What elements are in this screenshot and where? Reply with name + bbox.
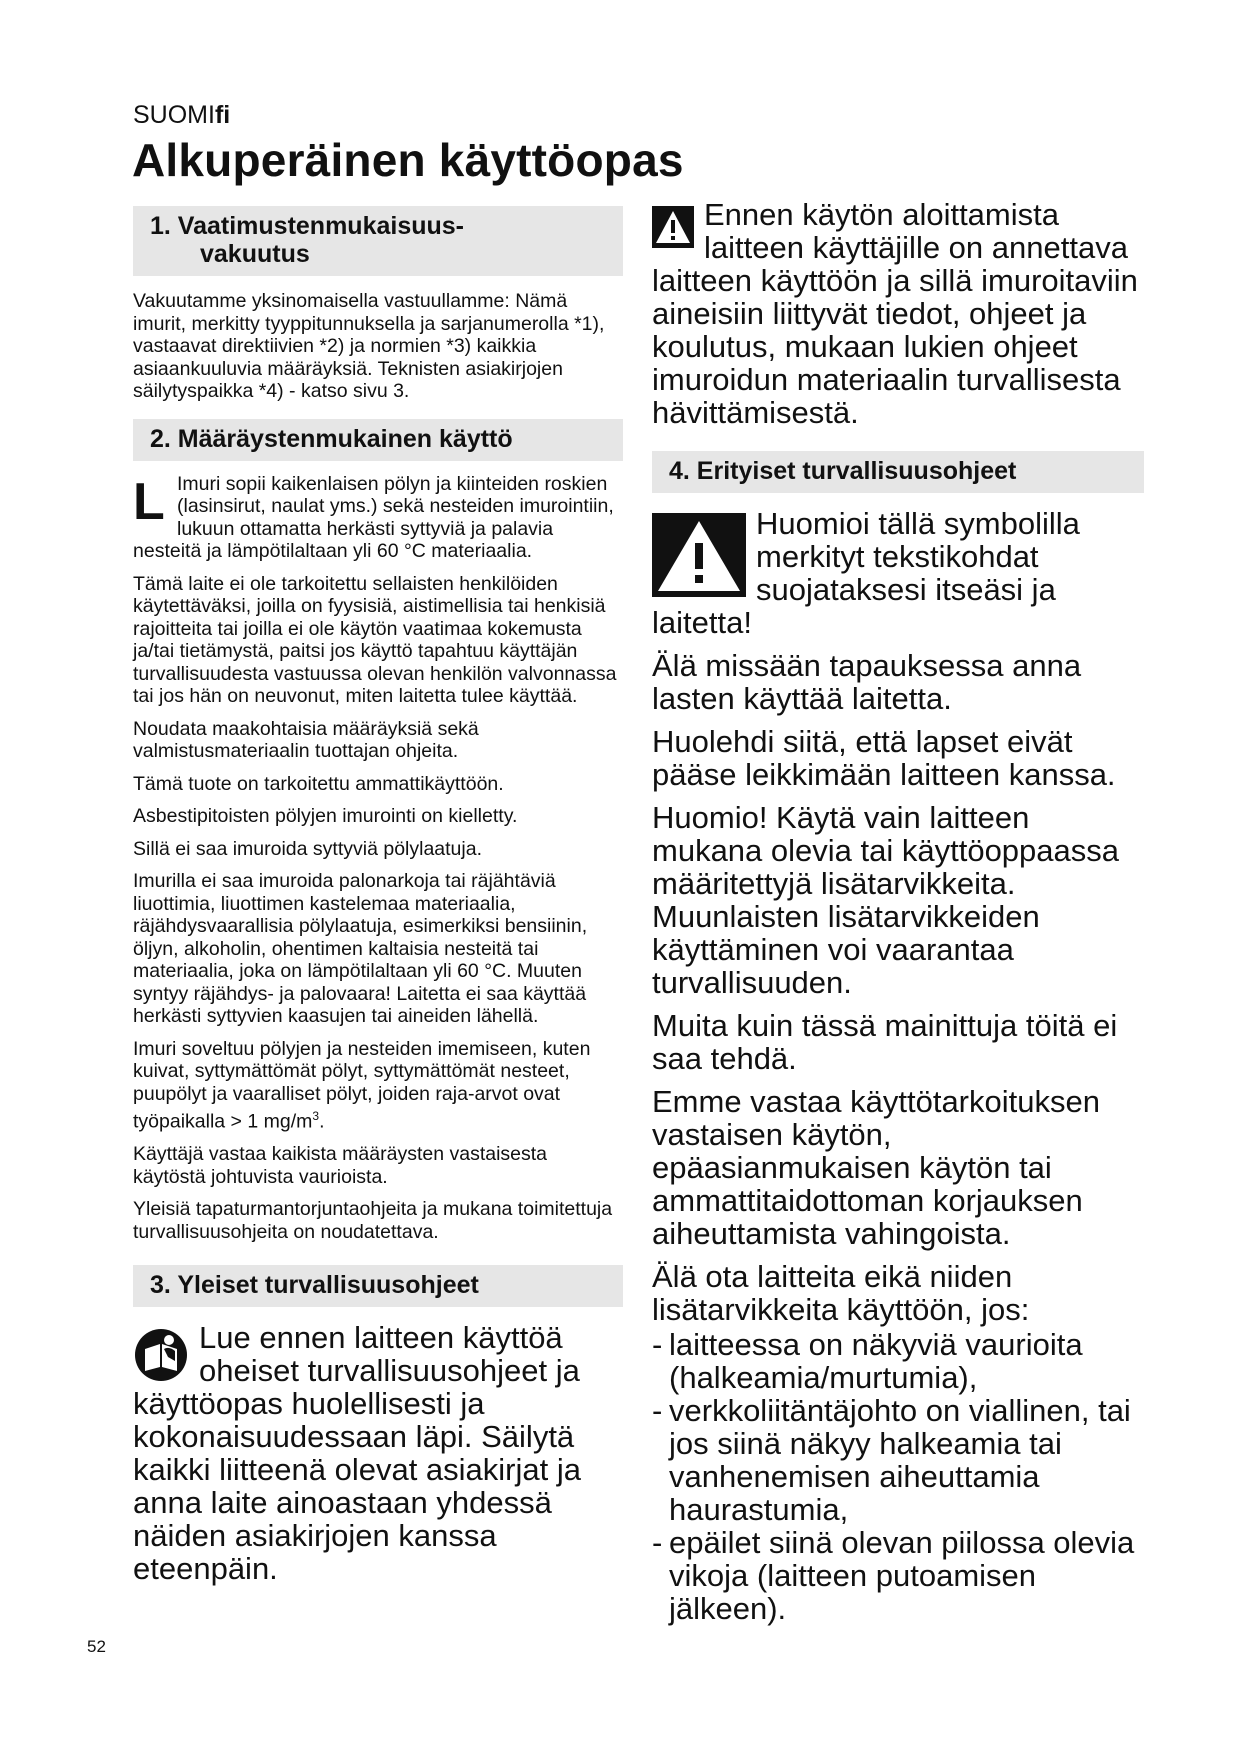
warning-note-paragraph	[652, 507, 1144, 639]
drop-letter-glyph: L	[133, 476, 165, 521]
right-column	[652, 198, 1144, 1625]
intended-use-paragraph	[133, 473, 623, 563]
drop-letter-icon	[133, 477, 167, 521]
right-intro-text: Ennen käytön aloittamista laitteen käyttäjille on annettava laitteen käyttöön ja sillä imuroitaviin aineisiin liittyvät tiedot, ohjeet ja koulutus, mukaan lukien ohjeet imuroidun materiaalin turvallisesta hävittämisestä.	[652, 197, 1138, 430]
warning-note-text: Huomioi tällä symbolilla merkityt tekstikohdat suojataksesi itseäsi ja laitetta!	[652, 506, 1080, 640]
section-2-p8-text: Imuri soveltuu pölyjen ja nesteiden imemiseen, kuten kuivat, syttymättömät pölyt, syttymättömät nesteet, puupölyt ja vaaralliset pölyt, joiden raja-arvot ovat työpaikalla > 1 mg/m	[133, 1037, 591, 1133]
section-2-p8-sup: 3	[312, 1109, 320, 1123]
section-2-p7: Imurilla ei saa imuroida palonarkoja tai räjähtäviä liuottimia, liuottimen kastelemaa materiaalia, räjähdysvaarallisia pölylaatuja, esimerkiksi bensiinin, öljyn, alkoholin, ohentimen kaltaisia nesteitä tai materiaalia, joka on lämpötilaltaan yli 60 °C. Muuten syntyy räjähdys- ja palovaara! Laitetta ei saa käyttää herkästi syttyvien kaasujen tai aineiden lähellä.	[133, 870, 588, 1027]
section-2-body	[133, 473, 623, 1244]
language-label	[133, 100, 230, 130]
section-2-p5: Asbestipitoisten pölyjen imurointi on kielletty.	[133, 805, 518, 827]
right-intro-paragraph	[652, 198, 1144, 429]
section-4-body	[652, 507, 1144, 1625]
damage-conditions-list	[652, 1328, 1144, 1625]
section-2-p2: Tämä laite ei ole tarkoitettu sellaisten henkilöiden käytettäväksi, joilla on fyysisiä, aistimellisia tai henkisiä rajoitteita tai joilla ei ole käytön vaatimaa kokemusta ja/tai tietämystä, paitsi jos käyttö tapahtuu käyttäjän turvallisuudesta vastuussa olevan henkilön valvonnassa tai jos hän on neuvonut, miten laitetta tulee käyttää.	[133, 572, 617, 707]
section-2-heading: 2. Määräystenmukainen käyttö	[133, 419, 623, 461]
left-column	[133, 206, 623, 1595]
page-title: Alkuperäinen käyttöopas	[132, 134, 684, 186]
section-2-p8	[133, 1038, 623, 1134]
section-2-p9: Käyttäjä vastaa kaikista määräysten vastaisesta käytöstä johtuvista vaurioista.	[133, 1143, 548, 1188]
section-1-heading-line2: vakuutus	[200, 240, 310, 268]
section-2-p3: Noudata maakohtaisia määräyksiä sekä valmistusmateriaalin tuottajan ohjeita.	[133, 717, 479, 762]
section-4-p3: Huomio! Käytä vain laitteen mukana olevia tai käyttöoppaassa määritettyjä lisätarvikkeita. Muunlaisten lisätarvikkeiden käyttäminen voi vaarantaa turvallisuuden.	[652, 800, 1120, 1000]
section-3-heading: 3. Yleiset turvallisuusohjeet	[133, 1265, 623, 1307]
section-1-heading	[133, 206, 623, 276]
section-2-p10: Yleisiä tapaturmantorjuntaohjeita ja mukana toimitettuja turvallisuusohjeita on noudatettava.	[133, 1198, 613, 1243]
section-4-p2: Huolehdi siitä, että lapset eivät pääse leikkimään laitteen kanssa.	[652, 724, 1116, 792]
section-1-heading-line1: 1. Vaatimustenmukaisuus-	[150, 212, 465, 240]
warning-large-icon	[652, 513, 746, 597]
section-1-body	[133, 290, 623, 403]
section-4-p5: Emme vastaa käyttötarkoituksen vastaisen käytön, epäasianmukaisen käytön tai ammattitaidottoman korjauksen aiheuttamista vahingoista.	[652, 1084, 1100, 1251]
section-2-p8-end: .	[319, 1110, 325, 1133]
section-3-body	[133, 1321, 623, 1585]
section-4-p1: Älä missään tapauksessa anna lasten käyttää laitetta.	[652, 648, 1082, 716]
list-item: - verkkoliitäntäjohto on viallinen, tai jos siinä näkyy halkeamia tai vanhenemisen aiheuttamia haurastumia,	[652, 1394, 1144, 1526]
right-intro	[652, 198, 1144, 429]
section-4-heading: 4. Erityiset turvallisuusohjeet	[652, 451, 1144, 493]
page-number: 52	[87, 1637, 106, 1656]
declaration-text: Vakuutamme yksinomaisella vastuullamme: Nämä imurit, merkitty tyyppitunnuksella ja sarjanumerolla *1), vastaavat direktiivien *2) ja normien *3) kaikkia asiaankuuluvia määräyksiä. Teknisten asiakirjojen säilytyspaikka *4) - katso sivu 3.	[133, 290, 605, 402]
section-2-p6: Sillä ei saa imuroida syttyviä pölylaatuja.	[133, 837, 483, 860]
list-item: - epäilet siinä olevan piilossa olevia vikoja (laitteen putoamisen jälkeen).	[652, 1526, 1144, 1625]
language-code: fi	[214, 101, 231, 129]
list-item: - laitteessa on näkyviä vaurioita (halkeamia/murtumia),	[652, 1328, 1144, 1394]
language-name: SUOMI	[133, 101, 215, 129]
section-2-p1: Imuri sopii kaikenlaisen pölyn ja kiinteiden roskien (lasinsirut, naulat yms.) sekä nesteiden imurointiin, lukuun ottamatta herkästi syttyviä ja palavia nesteitä ja lämpötilaltaan yli 60 °C materiaalia.	[133, 472, 614, 562]
section-4-p6: Älä ota laitteita eikä niiden lisätarvikkeita käyttöön, jos:	[652, 1259, 1030, 1327]
section-3-text: Lue ennen laitteen käyttöä oheiset turvallisuusohjeet ja käyttöopas huolellisesti ja kokonaisuudessaan läpi. Säilytä kaikki liitteenä olevat asiakirjat ja anna laite ainoastaan yhdessä näiden asiakirjojen kanssa eteenpäin.	[133, 1320, 581, 1586]
section-2-p4: Tämä tuote on tarkoitettu ammattikäyttöön.	[133, 772, 504, 795]
section-4-p4: Muita kuin tässä mainittuja töitä ei saa tehdä.	[652, 1008, 1118, 1076]
warning-icon	[652, 206, 694, 248]
read-manual-paragraph	[133, 1321, 623, 1585]
read-manual-icon	[133, 1327, 189, 1383]
